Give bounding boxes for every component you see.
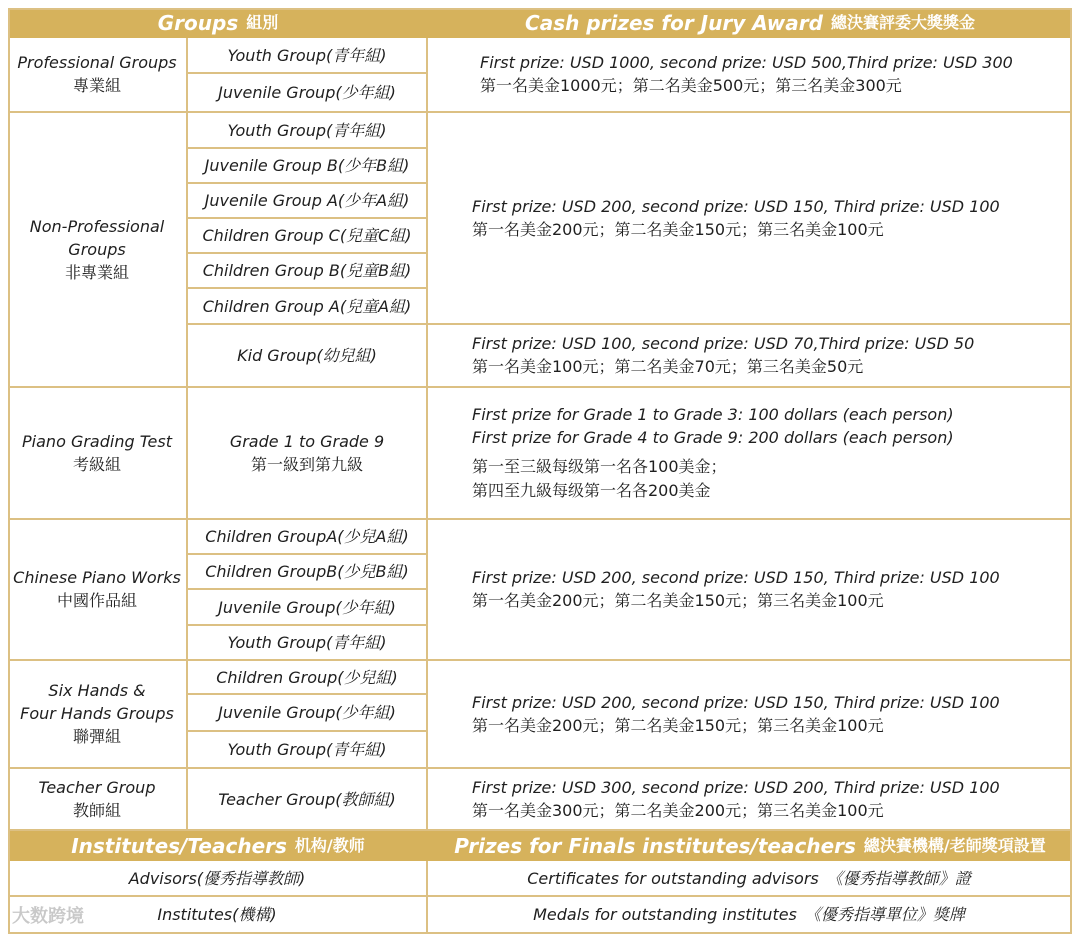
- category-chinese-works: [8, 520, 188, 661]
- group-label: Grade 1 to Grade 9: [229, 431, 385, 451]
- group-label: Youth Group(青年組): [227, 633, 387, 652]
- prize-professional: [428, 38, 1072, 113]
- prize-en-1: First prize for Grade 1 to Grade 3: 100 dollars (each person): [472, 405, 954, 424]
- category-professional: [8, 38, 188, 113]
- group-label: Youth Group(青年組): [227, 45, 387, 65]
- group-cell: [188, 113, 428, 149]
- group-label: Children Group C(兒童C組): [202, 226, 412, 245]
- header-institutes: [8, 831, 428, 861]
- group-label: Kid Group(幼兒組): [237, 346, 377, 365]
- group-cell: [188, 520, 428, 555]
- group-label-zh: 第一級到第九級: [250, 454, 363, 474]
- category-teacher-en: Teacher Group: [38, 777, 156, 797]
- prize-en: First prize: USD 100, second prize: USD 70,Third prize: USD 50: [472, 334, 975, 353]
- group-cell: [188, 732, 428, 769]
- category-hands-zh: 聯彈組: [72, 727, 121, 746]
- group-cell: [188, 695, 428, 732]
- header-finals-en: Prizes for Finals institutes/teachers: [454, 833, 856, 858]
- group-cell: [188, 555, 428, 590]
- prize-kid: [428, 325, 1072, 388]
- group-cell: [188, 184, 428, 219]
- header-cash-prizes: [428, 8, 1072, 38]
- watermark: 大数跨境: [12, 906, 84, 927]
- prize-grading: [428, 388, 1072, 520]
- prize-zh-2: 第四至九級每级第一名各200美金: [472, 481, 711, 500]
- category-nonpro-en-1: Non-Professional: [29, 216, 165, 236]
- group-label: Juvenile Group(少年組): [218, 703, 396, 722]
- group-label: Youth Group(青年組): [227, 120, 387, 140]
- prize-zh: 第一名美金100元；第二名美金70元；第三名美金50元: [472, 357, 864, 376]
- group-cell-teacher: [188, 769, 428, 831]
- group-label: Juvenile Group(少年組): [218, 83, 396, 102]
- category-hands-en-2: Four Hands Groups: [20, 704, 174, 723]
- institute-name-cell: [8, 861, 428, 897]
- category-professional-en: Professional Groups: [17, 53, 177, 72]
- prize-zh: 第一名美金200元；第二名美金150元；第三名美金100元: [472, 591, 884, 610]
- category-hands: [8, 661, 188, 769]
- category-professional-zh: 專業組: [72, 76, 121, 95]
- header-cash-zh: 總決賽評委大獎獎金: [830, 13, 975, 32]
- institute-name: Advisors(優秀指導教師): [128, 868, 306, 888]
- group-label: Juvenile Group(少年組): [218, 597, 396, 617]
- category-hands-en-1: Six Hands &: [48, 681, 146, 700]
- header-groups: [8, 8, 428, 38]
- category-chinese-zh: 中國作品組: [56, 591, 137, 610]
- header-cash-en: Cash prizes for Jury Award: [525, 10, 823, 35]
- group-label: Children Group A(兒童A組): [202, 296, 412, 316]
- category-chinese-en: Chinese Piano Works: [13, 568, 181, 587]
- prize-zh: 第一名美金1000元；第二名美金500元；第三名美金300元: [480, 76, 902, 95]
- group-cell-kid: [188, 325, 428, 388]
- category-teacher: [8, 769, 188, 831]
- category-non-professional: [8, 113, 188, 388]
- institute-prize: Certificates for outstanding advisors 《優秀指導教師》證: [527, 868, 971, 888]
- prize-en: First prize: USD 200, second prize: USD 150, Third prize: USD 100: [472, 568, 1000, 587]
- prize-chinese-works: [428, 520, 1072, 661]
- institute-prize-cell: [428, 861, 1072, 897]
- group-label: Children Group(少兒組): [216, 667, 398, 687]
- header-finals-prizes: [428, 831, 1072, 861]
- group-cell-grading: [188, 388, 428, 520]
- prize-en: First prize: USD 1000, second prize: USD 500,Third prize: USD 300: [480, 53, 1013, 72]
- header-institutes-zh: 机构/教师: [294, 836, 365, 855]
- prize-zh: 第一名美金200元；第二名美金150元；第三名美金100元: [472, 715, 884, 735]
- prize-en: First prize: USD 300, second prize: USD 200, Third prize: USD 100: [472, 777, 1000, 797]
- prize-zh: 第一名美金200元；第二名美金150元；第三名美金100元: [472, 219, 884, 239]
- header-groups-zh: 組別: [246, 13, 279, 32]
- group-label: Juvenile Group A(少年A組): [204, 191, 410, 210]
- header-finals-zh: 總決賽機構/老師獎項設置: [863, 836, 1046, 855]
- group-cell: [188, 254, 428, 289]
- group-cell: [188, 590, 428, 626]
- prize-table: [8, 8, 1072, 934]
- group-label: Children GroupA(少兒A組): [205, 527, 409, 546]
- header-groups-en: Groups: [157, 10, 239, 35]
- institute-name: Institutes(機構): [157, 905, 277, 924]
- prize-en-2: First prize for Grade 4 to Grade 9: 200 dollars (each person): [472, 428, 954, 447]
- category-nonpro-en-2: Groups: [68, 239, 126, 259]
- group-cell: [188, 74, 428, 113]
- group-label: Juvenile Group B(少年B組): [204, 156, 410, 175]
- group-cell: [188, 661, 428, 695]
- category-grading: [8, 388, 188, 520]
- prize-zh: 第一名美金300元；第二名美金200元；第三名美金100元: [472, 800, 884, 820]
- group-label: Children GroupB(少兒B組): [205, 562, 409, 581]
- header-institutes-en: Institutes/Teachers: [71, 833, 287, 858]
- category-grading-zh: 考級組: [72, 454, 121, 474]
- prize-en: First prize: USD 200, second prize: USD 150, Third prize: USD 100: [472, 692, 1000, 712]
- group-cell: [188, 626, 428, 661]
- prize-hands: [428, 661, 1072, 769]
- institute-prize-cell: [428, 897, 1072, 934]
- group-cell: [188, 289, 428, 325]
- category-grading-en: Piano Grading Test: [22, 431, 172, 451]
- group-cell: [188, 149, 428, 184]
- group-cell: [188, 219, 428, 254]
- category-nonpro-zh: 非專業組: [64, 262, 129, 282]
- group-label: Children Group B(兒童B組): [202, 261, 412, 280]
- category-teacher-zh: 教師組: [72, 800, 121, 820]
- group-label: Youth Group(青年組): [227, 740, 387, 759]
- group-label: Teacher Group(教師組): [218, 789, 396, 809]
- prize-zh-1: 第一至三級每级第一名各100美金；: [472, 457, 727, 476]
- prize-teacher: [428, 769, 1072, 831]
- prize-non-professional: [428, 113, 1072, 325]
- prize-en: First prize: USD 200, second prize: USD 150, Third prize: USD 100: [472, 196, 1000, 216]
- institute-prize: Medals for outstanding institutes 《優秀指導單位》獎牌: [533, 905, 965, 924]
- group-cell: [188, 38, 428, 74]
